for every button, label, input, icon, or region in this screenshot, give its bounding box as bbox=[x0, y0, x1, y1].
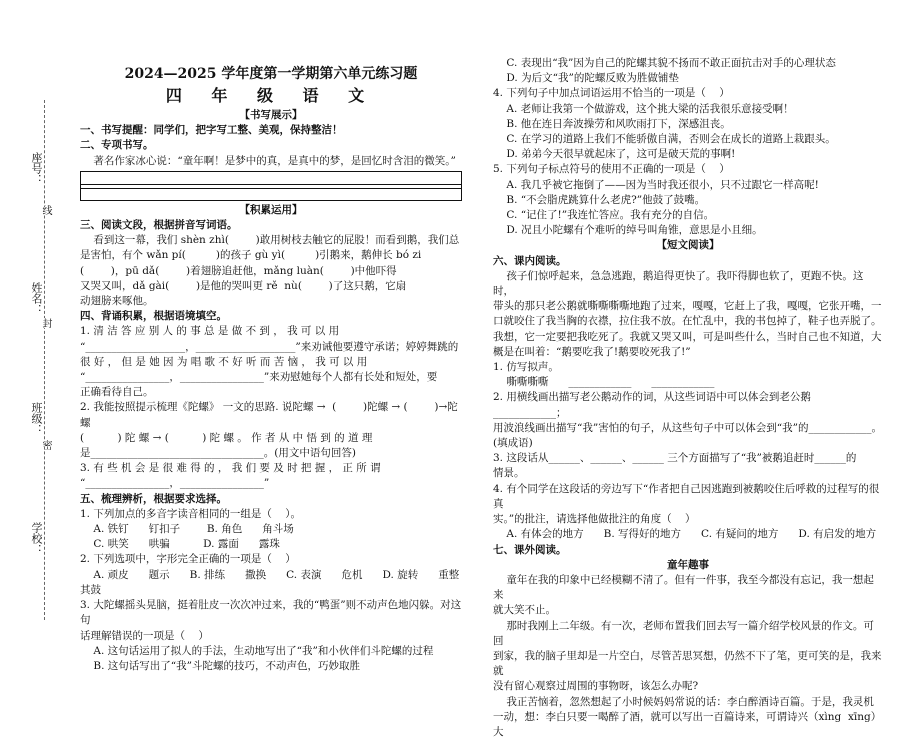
right-line: 六、课内阅读。 bbox=[493, 254, 567, 267]
left-line: 三、阅读文段，根据拼音写词语。 bbox=[80, 219, 238, 232]
right-line: 4. 下列句子中加点词语运用不恰当的一项是（ ） bbox=[493, 87, 730, 100]
right-line: D. 为后文“我”的陀螺反败为胜做铺垫 bbox=[493, 72, 679, 85]
right-line: B. “不会脂虎跳算什么老虎?”他鼓了鼓嘴。 bbox=[493, 193, 706, 206]
right-line: 带头的那只老公鹅就嘶嘶嘶嘶地跑了过来，嘎嘎，它赶上了我，嘎嘎，它张开嘴，一 bbox=[493, 300, 882, 313]
right-line: 5. 下列句子标点符号的使用不正确的一项是（ ） bbox=[493, 163, 730, 176]
left-line: 【书写展示】 bbox=[239, 109, 303, 121]
left-line: 正确看待自己。 bbox=[80, 386, 154, 399]
left-line: 1. 下列加点的多音字读音相同的一组是（ ）。 bbox=[80, 507, 301, 520]
right-line: 4. 有个同学在这段话的旁边写下“作者把自己因逃跑到被鹅咬住后呼救的过程写的很真 bbox=[493, 482, 880, 510]
right-line: 情景。 bbox=[493, 467, 525, 480]
left-line: 一、书写提醒：同学们，把字写工整、美观，保持整洁！ bbox=[80, 124, 343, 137]
seal-mark-secret: 密 bbox=[40, 440, 51, 450]
right-line: A. 我几乎被它拖倒了——因为当时我还很小，只不过跟它一样高呢! bbox=[493, 178, 819, 191]
right-body bbox=[493, 56, 883, 740]
right-column bbox=[493, 56, 883, 740]
left-line: 3. 大陀螺摇头晃脑，挺着肚皮一次次冲过来，我的“鸭蛋”则不动声色地闪躲。对这句 bbox=[80, 599, 462, 627]
exam-subtitle: 四 年 级 语 文 bbox=[165, 86, 377, 105]
right-line: C. 在学习的道路上我们不能骄傲自满，否则会在成长的道路上栽跟头。 bbox=[493, 133, 836, 146]
right-line: B. 他在连日奔波操劳和风吹雨打下，深感沮丧。 bbox=[493, 117, 731, 130]
left-line: 2. 下列选项中，字形完全正确的一项是（ ） bbox=[80, 553, 296, 566]
left-line: 看到这一幕，我们 shèn zhì( )敢用树枝去触它的屁股！而看到鹅，我们总 bbox=[80, 234, 460, 247]
left-line: “___________________，___________________”来劝诫他要遵守承诺；婷婷舞跳的 bbox=[80, 340, 459, 353]
right-line: 孩子们惊呼起来，急急逃跑，鹅追得更快了。我吓得脚也软了，更跑不快。这时， bbox=[493, 269, 864, 298]
left-line: A. 铁钉 钉扣子 B. 角色 角斗场 bbox=[80, 523, 294, 536]
left-body bbox=[80, 108, 462, 674]
left-line: C. 哄笑 哄骗 D. 露面 露珠 bbox=[80, 538, 280, 551]
right-line: D. 况且小陀螺有个难听的绰号叫角锥，意思是小且细。 bbox=[493, 224, 763, 237]
right-line: 概是在叫着：“鹅要吃我了!鹅要咬死我了!” bbox=[493, 345, 691, 358]
right-line: 我正苦恼着，忽然想起了小时候妈妈常说的话：李白醉酒诗百篇。于是，我灵机 bbox=[493, 695, 874, 708]
right-line: A. 老师让我第一个做游戏，这个挑大梁的活我很乐意接受啊！ bbox=[493, 102, 794, 115]
right-line: A. 有体会的地方 B. 写得好的地方 C. 有疑问的地方 D. 有启发的地方 bbox=[493, 528, 877, 541]
left-line: 3. 有 些 机 会 是 很 难 得 的 ， 我 们 要 及 时 把 握 ， 正 所 谓 bbox=[80, 462, 381, 475]
right-line: 童年趣事 bbox=[667, 558, 709, 571]
right-line: D. 弟弟今天很早就起床了，这可是破天荒的事啊! bbox=[493, 148, 736, 161]
right-line: 口就咬住了我当胸的衣襟，拉住我不放。在忙乱中，我的书包掉了，鞋子也弄脱了。 bbox=[493, 315, 882, 328]
right-line: 一动，想：李白只要一喝醉了酒，就可以写出一百篇诗来，可谓诗兴（xìng xīng）大 bbox=[493, 710, 882, 738]
right-line: 没有留心观察过周围的事物呀，该怎么办呢? bbox=[493, 680, 699, 693]
left-line: ( ) 陀 螺 → ( ) 陀 螺 。 作 者 从 中 悟 到 的 道 理 bbox=[80, 431, 373, 444]
right-line: 【短文阅读】 bbox=[656, 239, 720, 252]
left-line: ( )，pū dǎ( )着翅膀追赶他，mǎng luàn( )中他吓得 bbox=[80, 264, 397, 277]
left-line: 是害怕，有个 wǎn pí( )的孩子 gù yì( )引鹅来，鹅伸长 bó zi bbox=[80, 249, 422, 262]
right-line: 用波浪线画出描写“我”害怕的句子，从这些句子中可以体会到“我”的____________。 bbox=[493, 421, 882, 434]
writing-practice-box bbox=[80, 171, 462, 201]
seat-number-label: 座号： bbox=[30, 152, 43, 185]
left-line: “________________，________________”来劝慰她每个人都有长处和短处，要 bbox=[80, 371, 438, 384]
left-line: “________________，________________” bbox=[80, 477, 270, 490]
class-label: 班级： bbox=[30, 402, 43, 435]
right-line: C. “记住了!”我连忙答应。我有充分的自信。 bbox=[493, 209, 715, 222]
left-line: A. 顽皮 题示 B. 排练 撒换 C. 表演 危机 D. 旋转 重整其鼓 bbox=[80, 568, 460, 596]
seal-line bbox=[44, 100, 45, 620]
name-label: 姓名： bbox=[30, 282, 43, 315]
left-line: A. 这句话运用了拟人的手法，生动地写出了“我”和小伙伴们斗陀螺的过程 bbox=[80, 644, 434, 657]
right-line: 童年在我的印象中已经模糊不清了。但有一件事，我至今都没有忘记，我一想起来 bbox=[493, 573, 874, 602]
right-line: 3. 这段话从______、______、______ 三个方面描写了“我”被鹅追赶时______的 bbox=[493, 452, 857, 465]
school-label: 学校： bbox=[30, 522, 43, 555]
right-line: 1. 仿写拟声。 bbox=[493, 361, 559, 374]
seal-mark-line: 线 bbox=[40, 205, 51, 215]
left-line: 动翅膀来啄他。 bbox=[80, 295, 154, 308]
exam-title: 2024—2025 学年度第一学期第六单元练习题 bbox=[124, 66, 418, 82]
left-line: 2. 我能按照提示梳理《陀螺》 一文的思路. 说陀螺 → ( )陀螺 → ( )→陀螺 bbox=[80, 401, 458, 429]
left-line: 又哭又叫，dǎ gài( )是他的哭叫更 rě nù( )了这只鹅，它扇 bbox=[80, 279, 407, 292]
left-line: B. 这句话写出了“我”斗陀螺的技巧，不动声色，巧妙取胜 bbox=[80, 659, 360, 672]
left-line: 很 好 ， 但 是 她 因 为 唱 歌 不 好 听 而 苦 恼 ， 我 可 以 用 bbox=[80, 355, 368, 368]
right-line: 2. 用横线画出描写老公鹅动作的词，从这些词语中可以体会到老公鹅____________； bbox=[493, 391, 811, 419]
left-line: 五、梳理辨析，根据要求选择。 bbox=[80, 492, 227, 505]
left-line: 著名作家冰心说：“童年啊！是梦中的真，是真中的梦，是回忆时含泪的微笑。” bbox=[80, 154, 456, 167]
left-line: 是_________________________________。(用文中语句回答) bbox=[80, 447, 356, 460]
binding-margin bbox=[0, 0, 72, 637]
left-line: 话理解错误的一项是（ ） bbox=[80, 629, 209, 642]
right-line: C. 表现出“我”因为自己的陀螺其貌不扬而不敢正面抗击对手的心理状态 bbox=[493, 57, 836, 69]
right-line: 我想，它一定要把我吃死了。我就又哭又叫，可是叫些什么，当时自己也不知道，大 bbox=[493, 330, 882, 343]
right-line: 到家，我的脑子里却是一片空白，尽管苦思冥想，仍然不下了笔，更可笑的是，我来就 bbox=[493, 649, 882, 678]
left-line: 二、专项书写。 bbox=[80, 139, 154, 152]
right-line: (填成语) bbox=[493, 437, 533, 450]
right-line: 那时我刚上二年级。有一次，老师布置我们回去写一篇介绍学校风景的作文。可回 bbox=[493, 619, 874, 647]
left-line: 【积累运用】 bbox=[239, 203, 303, 216]
left-line: 1. 清 洁 答 应 别 人 的 事 总 是 做 不 到 ， 我 可 以 用 bbox=[80, 325, 340, 338]
left-line: 四、背诵积累，根据语境填空。 bbox=[80, 310, 227, 323]
right-line: 实。”的批注，请选择他做批注的角度（ ） bbox=[493, 513, 696, 526]
right-line: 就大笑不止。 bbox=[493, 604, 556, 617]
right-line: 嘶嘶嘶嘶 ____________ ____________ bbox=[493, 376, 715, 389]
seal-mark-seal: 封 bbox=[40, 318, 51, 328]
left-column bbox=[80, 0, 462, 674]
right-line: 七、课外阅读。 bbox=[493, 543, 567, 556]
